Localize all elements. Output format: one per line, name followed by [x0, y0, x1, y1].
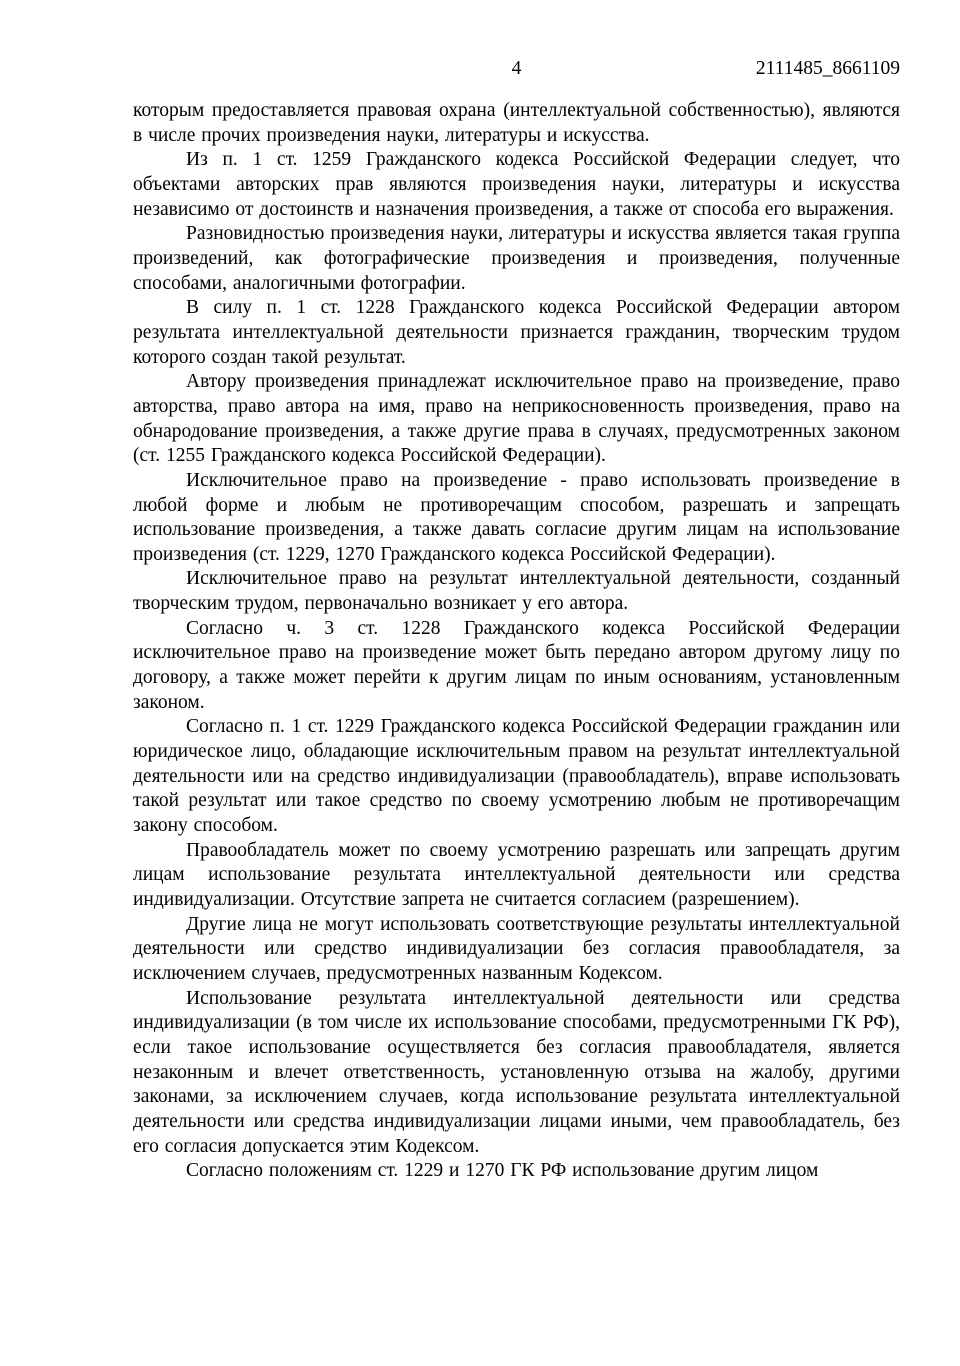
page-number: 4	[511, 58, 522, 79]
page-header	[133, 57, 900, 82]
paragraph: Из п. 1 ст. 1259 Гражданского кодекса Российской Федерации следует, что объектами авторских прав являются произведения науки, литературы и искусства независимо от достоинств и назначения произведения, а также от способа его выражения.	[133, 149, 900, 220]
paragraph: Правообладатель может по своему усмотрению разрешать или запрещать другим лицам использование результата интеллектуальной деятельности или средства индивидуализации. Отсутствие запрета не считается согласием (разрешением).	[133, 839, 900, 910]
paragraph: Автору произведения принадлежат исключительное право на произведение, право авторства, право автора на имя, право на неприкосновенность произведения, право на обнародование произведения, а также другие права в случаях, предусмотренных законом (ст. 1255 Гражданского кодекса Российской Федерации).	[133, 371, 900, 467]
paragraph: Согласно ч. 3 ст. 1228 Гражданского кодекса Российской Федерации исключительное право на произведение может быть передано автором другому лицу по договору, а также может перейти к другим лицам по иным основаниям, установленным законом.	[133, 617, 900, 713]
paragraph: Разновидностью произведения науки, литературы и искусства является такая группа произведений, как фотографические произведения и произведения, полученные способами, аналогичными фотографии.	[133, 223, 900, 294]
paragraph: Другие лица не могут использовать соответствующие результаты интеллектуальной деятельности или средство индивидуализации без согласия правообладателя, за исключением случаев, предусмотренных названным Кодексом.	[133, 913, 900, 984]
document-number: 2111485_8661109	[755, 58, 900, 79]
paragraph: которым предоставляется правовая охрана (интеллектуальной собственностью), являются в числе прочих произведения науки, литературы и искусства.	[133, 100, 900, 146]
paragraph: Исключительное право на результат интеллектуальной деятельности, созданный творческим трудом, первоначально возникает у его автора.	[133, 568, 900, 615]
paragraph: Согласно п. 1 ст. 1229 Гражданского кодекса Российской Федерации гражданин или юридическое лицо, обладающие исключительным правом на результат интеллектуальной деятельности или на средство индивидуализации (правообладатель), вправе использовать такой результат или такое средство по своему усмотрению любым не противоречащим закону способом.	[133, 716, 900, 837]
paragraph: Исключительное право на произведение - право использовать произведение в любой форме и любым не противоречащим способом, разрешать и запрещать использование произведения, а также давать согласие другим лицам на использование произведения (ст. 1229, 1270 Гражданского кодекса Российской Федерации).	[133, 469, 900, 565]
paragraph: В силу п. 1 ст. 1228 Гражданского кодекса Российской Федерации автором результата интеллектуальной деятельности признается гражданин, творческим трудом которого создан такой результат.	[133, 297, 900, 368]
document-body	[133, 99, 900, 1184]
paragraph: Использование результата интеллектуальной деятельности или средства индивидуализации (в том числе их использование способами, предусмотренными ГК РФ), если такое использование осуществляется без согласия правообладателя, является незаконным и влечет ответственность, установленную отзыва на жалобу, другими законами, за исключением случаев, когда использование результата интеллектуальной деятельности или средства индивидуализации лицами иными, чем правообладатель, без его согласия допускается этим Кодексом.	[133, 987, 900, 1157]
paragraph: Согласно положениям ст. 1229 и 1270 ГК РФ использование другим лицом	[186, 1160, 819, 1182]
